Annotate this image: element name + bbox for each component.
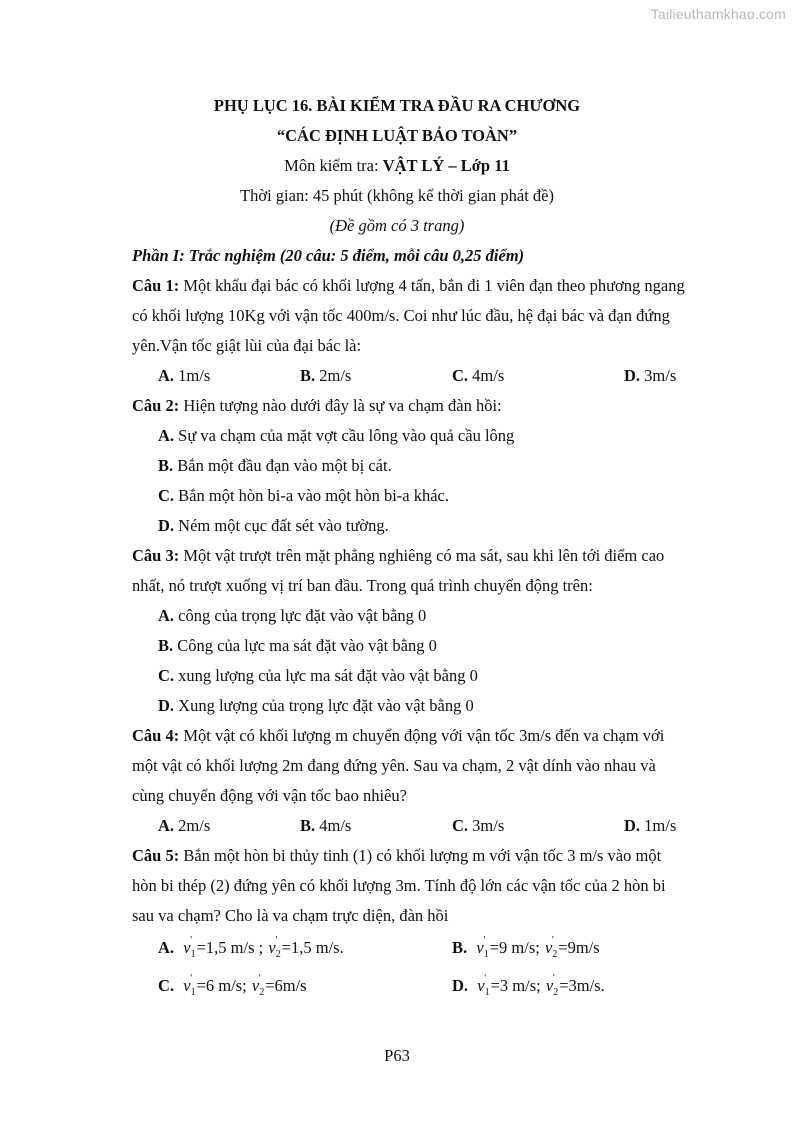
- q3-option-a: [158, 606, 426, 626]
- q4-d-label: D.: [624, 816, 641, 835]
- q4-a-text: 2m/s: [174, 816, 211, 835]
- q3-option-b: [158, 636, 437, 656]
- v1-symbol: v ' $_1$: [477, 973, 490, 998]
- q2-option-d: [158, 516, 389, 536]
- v2-symbol: v ' $_2$: [268, 935, 281, 960]
- watermark: Tailieuthamkhao.com: [650, 6, 786, 22]
- q4-option-a: [158, 816, 210, 836]
- q5-d-v1: =3 m/s;: [490, 976, 541, 995]
- q4-b-label: B.: [300, 816, 316, 835]
- q1-line2: có khối lượng 10Kg với vận tốc 400m/s. Coi như lúc đầu, hệ đại bác và đạn đứng: [132, 306, 670, 325]
- q3-option-c: [158, 666, 478, 686]
- q3-line1: [132, 546, 664, 566]
- time-line: Thời gian: 45 phút (không kể thời gian phát đề): [240, 186, 554, 205]
- q4-a-label: A.: [158, 816, 175, 835]
- q1-text1: Một khẩu đại bác có khối lượng 4 tấn, bắn đi 1 viên đạn theo phương ngang: [179, 276, 685, 295]
- q2-option-b: [158, 456, 392, 476]
- title-line1: PHỤ LỤC 16. BÀI KIỂM TRA ĐẦU RA CHƯƠNG: [213, 96, 581, 115]
- q1-a-text: 1m/s: [174, 366, 211, 385]
- q5-option-d: [452, 973, 605, 999]
- q1-label: Câu 1:: [132, 276, 180, 295]
- q1-d-label: D.: [624, 366, 641, 385]
- q5-c-label: C.: [158, 976, 175, 995]
- v2-symbol: v ' $_2$: [544, 935, 558, 960]
- q5-a-v2: =1,5 m/s.: [281, 938, 344, 957]
- q1-option-c: [452, 366, 504, 386]
- q5-c-v1: =6 m/s;: [196, 976, 247, 995]
- q3-b-text: Công của lực ma sát đặt vào vật bằng 0: [173, 636, 437, 655]
- q5-b-label: B.: [452, 938, 468, 957]
- q5-line2: hòn bi thép (2) đứng yên có khối lượng 3m. Tính độ lớn các vận tốc của 2 hòn bi: [132, 876, 666, 895]
- q1-option-b: [300, 366, 351, 386]
- q4-line1: [132, 726, 664, 746]
- q1-d-text: 3m/s: [640, 366, 677, 385]
- q2-a-label: A.: [158, 426, 175, 445]
- q4-d-text: 1m/s: [640, 816, 677, 835]
- q3-b-label: B.: [158, 636, 174, 655]
- v2-symbol: v ' $_2$: [251, 973, 265, 998]
- q4-c-text: 3m/s: [468, 816, 505, 835]
- q2-text1: Hiện tượng nào dưới đây là sự va chạm đàn hồi:: [179, 396, 502, 415]
- q4-text1: Một vật có khối lượng m chuyển động với vận tốc 3m/s đến va chạm với: [179, 726, 665, 745]
- q1-c-text: 4m/s: [468, 366, 505, 385]
- q3-label: Câu 3:: [132, 546, 180, 565]
- q1-b-label: B.: [300, 366, 316, 385]
- q4-label: Câu 4:: [132, 726, 180, 745]
- q4-option-c: [452, 816, 504, 836]
- q2-d-text: Ném một cục đất sét vào tường.: [174, 516, 389, 535]
- v1-symbol: v ' $_1$: [183, 935, 196, 960]
- q1-line3: yên.Vận tốc giật lùi của đại bác là:: [132, 336, 362, 355]
- q5-label: Câu 5:: [132, 846, 180, 865]
- q3-text1: Một vật trượt trên mặt phẳng nghiêng có ma sát, sau khi lên tới điểm cao: [179, 546, 665, 565]
- q2-line1: [132, 396, 502, 416]
- title-line2: “CÁC ĐỊNH LUẬT BẢO TOÀN”: [276, 126, 518, 145]
- q4-b-text: 4m/s: [315, 816, 352, 835]
- q1-b-text: 2m/s: [315, 366, 352, 385]
- q4-option-d: [624, 816, 676, 836]
- v1-symbol: v ' $_1$: [476, 935, 489, 960]
- q2-b-text: Bắn một đầu đạn vào một bị cát.: [173, 456, 392, 475]
- q1-a-label: A.: [158, 366, 175, 385]
- q2-c-label: C.: [158, 486, 175, 505]
- subject-label: Môn kiểm tra:: [284, 156, 383, 175]
- q5-line1: [132, 846, 661, 866]
- v2-symbol: v ' $_2$: [545, 973, 559, 998]
- q2-b-label: B.: [158, 456, 174, 475]
- q3-d-label: D.: [158, 696, 175, 715]
- q1-c-label: C.: [452, 366, 469, 385]
- q4-line2: một vật có khối lượng 2m đang đứng yên. Sau va chạm, 2 vật dính vào nhau và: [132, 756, 656, 775]
- q1-option-d: [624, 366, 676, 386]
- q4-option-b: [300, 816, 351, 836]
- section-heading: Phần I: Trắc nghiệm (20 câu: 5 điểm, mỗi câu 0,25 điểm): [132, 246, 525, 265]
- v1-symbol: v ' $_1$: [183, 973, 196, 998]
- q5-line3: sau va chạm? Cho là va chạm trực diện, đàn hồi: [132, 906, 449, 925]
- q1-line1: [132, 276, 685, 296]
- q3-line2: nhất, nó trượt xuống vị trí ban đầu. Trong quá trình chuyển động trên:: [132, 576, 593, 595]
- q5-c-v2: =6m/s: [265, 976, 307, 995]
- q2-a-text: Sự va chạm của mặt vợt cầu lông vào quả cầu lông: [174, 426, 515, 445]
- q2-c-text: Bắn một hòn bi-a vào một hòn bi-a khác.: [174, 486, 449, 505]
- q5-b-v1: =9 m/s;: [489, 938, 540, 957]
- q2-d-label: D.: [158, 516, 175, 535]
- subject-value: VẬT LÝ – Lớp 11: [382, 156, 510, 175]
- q5-a-v1: =1,5 m/s ;: [196, 938, 264, 957]
- page-number: P63: [384, 1046, 410, 1065]
- q5-option-a: [158, 935, 344, 961]
- q4-c-label: C.: [452, 816, 469, 835]
- q3-d-text: Xung lượng của trọng lực đặt vào vật bằng 0: [174, 696, 474, 715]
- q3-c-label: C.: [158, 666, 175, 685]
- q5-d-label: D.: [452, 976, 469, 995]
- q3-a-text: công của trọng lực đặt vào vật bằng 0: [174, 606, 427, 625]
- q5-option-c: [158, 973, 307, 999]
- q4-line3: cùng chuyển động với vận tốc bao nhiêu?: [132, 786, 407, 805]
- q3-c-text: xung lượng của lực ma sát đặt vào vật bằng 0: [174, 666, 478, 685]
- q5-option-b: [452, 935, 600, 961]
- q5-text1: Bắn một hòn bi thủy tinh (1) có khối lượng m với vận tốc 3 m/s vào một: [179, 846, 662, 865]
- q5-b-v2: =9m/s: [558, 938, 600, 957]
- q5-d-v2: =3m/s.: [559, 976, 605, 995]
- q3-option-d: [158, 696, 474, 716]
- q2-label: Câu 2:: [132, 396, 180, 415]
- q3-a-label: A.: [158, 606, 175, 625]
- q2-option-c: [158, 486, 449, 506]
- q1-option-a: [158, 366, 210, 386]
- pages-note: (Đề gồm có 3 trang): [329, 216, 465, 235]
- q2-option-a: [158, 426, 514, 446]
- q5-a-label: A.: [158, 938, 175, 957]
- subject-line: [0, 156, 794, 176]
